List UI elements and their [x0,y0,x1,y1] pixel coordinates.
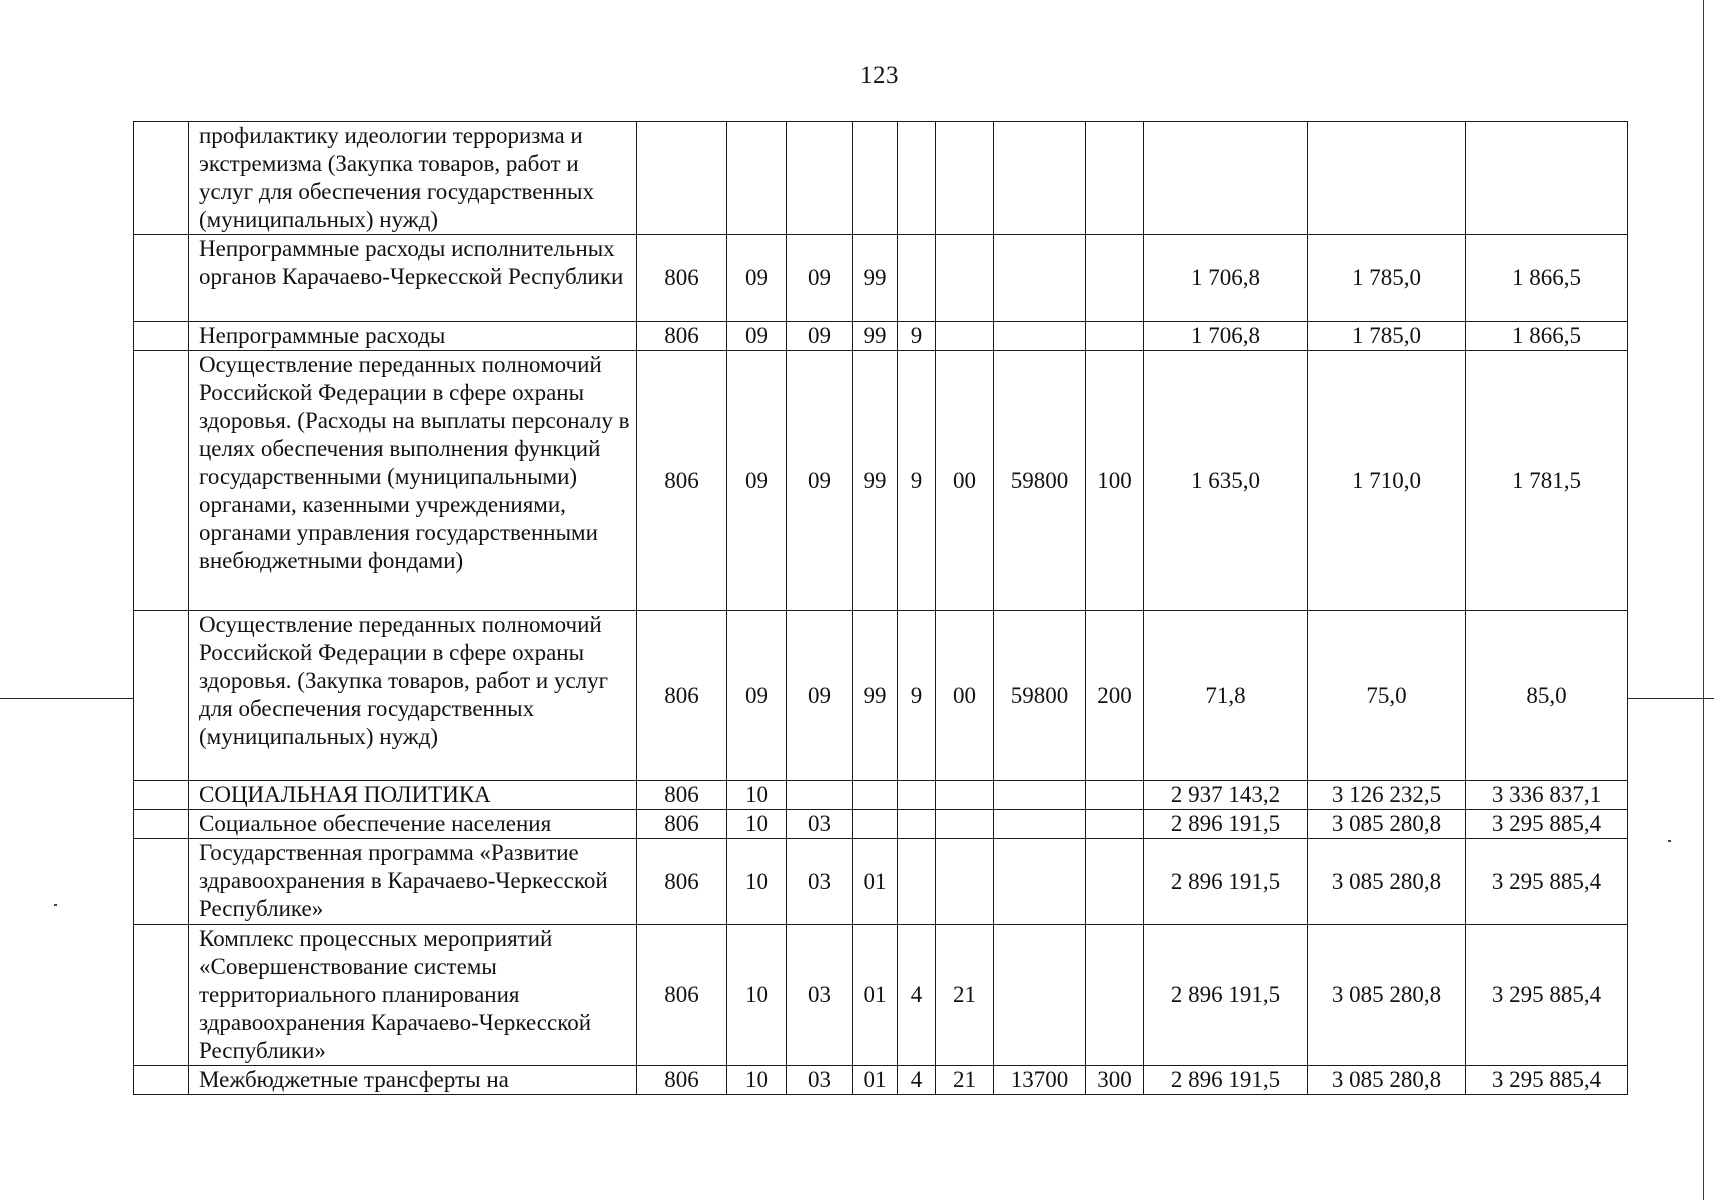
expense-name-cell: Социальное обеспечение населения [189,810,637,839]
amount-year1-cell: 2 896 191,5 [1144,925,1308,1066]
amount-year2-cell: 3 126 232,5 [1308,781,1466,810]
subsection-code-cell: 09 [787,322,853,351]
activity-code-cell [936,322,994,351]
row-number-cell [134,235,189,322]
amount-year3-cell: 3 295 885,4 [1466,925,1628,1066]
activity-code-cell [936,122,994,235]
activity-code-cell: 00 [936,611,994,781]
section-code-cell: 10 [727,925,787,1066]
amount-year1-cell [1144,122,1308,235]
direction-code-cell [994,925,1086,1066]
program-code-cell: 01 [853,925,898,1066]
amount-year3-cell [1466,122,1628,235]
amount-year2-cell: 1 710,0 [1308,351,1466,611]
ministry-code-cell: 806 [637,322,727,351]
table-row [134,122,1628,235]
expense-name-cell: СОЦИАЛЬНАЯ ПОЛИТИКА [189,781,637,810]
scan-artifact-line-right [1627,698,1714,699]
program-code-cell: 99 [853,322,898,351]
row-number-cell [134,351,189,611]
table-row [134,781,1628,810]
program-code-cell: 99 [853,351,898,611]
amount-year1-cell: 2 937 143,2 [1144,781,1308,810]
amount-year1-cell: 1 635,0 [1144,351,1308,611]
expense-type-code-cell [1086,925,1144,1066]
section-code-cell: 10 [727,839,787,925]
amount-year2-cell: 1 785,0 [1308,322,1466,351]
program-code-cell [853,781,898,810]
table-row [134,611,1628,781]
row-number-cell [134,1066,189,1095]
program-code-cell: 99 [853,611,898,781]
subsection-code-cell [787,781,853,810]
amount-year1-cell: 1 706,8 [1144,322,1308,351]
activity-code-cell [936,235,994,322]
expense-name-cell: Непрограммные расходы [189,322,637,351]
subprogram-code-cell: 9 [898,322,936,351]
scan-speck [1668,840,1671,842]
subprogram-code-cell: 9 [898,611,936,781]
row-number-cell [134,810,189,839]
program-code-cell: 01 [853,1066,898,1095]
activity-code-cell: 21 [936,925,994,1066]
amount-year2-cell: 3 085 280,8 [1308,839,1466,925]
amount-year2-cell: 3 085 280,8 [1308,1066,1466,1095]
row-number-cell [134,611,189,781]
subsection-code-cell: 09 [787,351,853,611]
expense-name-cell: профилактику идеологии терроризма и экстремизма (Закупка товаров, работ и услуг для обеспечения государственных (муниципальных) нужд) [189,122,637,235]
amount-year1-cell: 2 896 191,5 [1144,839,1308,925]
direction-code-cell [994,322,1086,351]
activity-code-cell: 00 [936,351,994,611]
amount-year2-cell: 1 785,0 [1308,235,1466,322]
table-row [134,839,1628,925]
program-code-cell: 99 [853,235,898,322]
ministry-code-cell: 806 [637,925,727,1066]
program-code-cell [853,122,898,235]
table-row [134,322,1628,351]
activity-code-cell [936,781,994,810]
program-code-cell: 01 [853,839,898,925]
amount-year3-cell: 85,0 [1466,611,1628,781]
row-number-cell [134,122,189,235]
activity-code-cell [936,839,994,925]
ministry-code-cell: 806 [637,235,727,322]
expense-name-cell: Осуществление переданных полномочий Российской Федерации в сфере охраны здоровья. (Закупка товаров, работ и услуг для обеспечения государственных (муниципальных) нужд) [189,611,637,781]
subsection-code-cell: 03 [787,810,853,839]
ministry-code-cell: 806 [637,781,727,810]
amount-year3-cell: 3 336 837,1 [1466,781,1628,810]
subprogram-code-cell: 4 [898,1066,936,1095]
table-row [134,235,1628,322]
section-code-cell: 09 [727,322,787,351]
section-code-cell: 10 [727,781,787,810]
subprogram-code-cell [898,781,936,810]
expense-type-code-cell [1086,810,1144,839]
amount-year3-cell: 3 295 885,4 [1466,839,1628,925]
scan-margin-line [1703,0,1704,1200]
section-code-cell: 09 [727,235,787,322]
amount-year2-cell: 75,0 [1308,611,1466,781]
amount-year2-cell: 3 085 280,8 [1308,810,1466,839]
expense-name-cell: Непрограммные расходы исполнительных органов Карачаево-Черкесской Республики [189,235,637,322]
row-number-cell [134,839,189,925]
expense-type-code-cell [1086,839,1144,925]
row-number-cell [134,925,189,1066]
subsection-code-cell: 09 [787,611,853,781]
subprogram-code-cell [898,235,936,322]
amount-year3-cell: 3 295 885,4 [1466,810,1628,839]
table-row [134,351,1628,611]
expense-name-cell: Межбюджетные трансферты на [189,1066,637,1095]
amount-year3-cell: 3 295 885,4 [1466,1066,1628,1095]
expense-type-code-cell [1086,235,1144,322]
section-code-cell [727,122,787,235]
scan-speck [54,904,57,906]
ministry-code-cell: 806 [637,351,727,611]
expense-type-code-cell [1086,122,1144,235]
table-row [134,1066,1628,1095]
expense-type-code-cell: 300 [1086,1066,1144,1095]
expense-name-cell: Осуществление переданных полномочий Российской Федерации в сфере охраны здоровья. (Расходы на выплаты персоналу в целях обеспечения выполнения функций государственными (муниципальными) органами, казенными учреждениями, органами управления государственными внебюджетными фондами) [189,351,637,611]
table-row [134,810,1628,839]
subsection-code-cell [787,122,853,235]
subsection-code-cell: 03 [787,925,853,1066]
page-number: 123 [860,62,899,89]
direction-code-cell: 59800 [994,351,1086,611]
activity-code-cell: 21 [936,1066,994,1095]
amount-year1-cell: 71,8 [1144,611,1308,781]
subprogram-code-cell: 4 [898,925,936,1066]
amount-year3-cell: 1 866,5 [1466,322,1628,351]
amount-year1-cell: 1 706,8 [1144,235,1308,322]
direction-code-cell [994,235,1086,322]
expense-type-code-cell: 200 [1086,611,1144,781]
ministry-code-cell [637,122,727,235]
direction-code-cell [994,781,1086,810]
expense-type-code-cell [1086,322,1144,351]
subprogram-code-cell [898,122,936,235]
amount-year2-cell: 3 085 280,8 [1308,925,1466,1066]
subprogram-code-cell: 9 [898,351,936,611]
subsection-code-cell: 03 [787,1066,853,1095]
section-code-cell: 09 [727,611,787,781]
direction-code-cell: 13700 [994,1066,1086,1095]
subsection-code-cell: 03 [787,839,853,925]
amount-year1-cell: 2 896 191,5 [1144,810,1308,839]
section-code-cell: 09 [727,351,787,611]
row-number-cell [134,322,189,351]
expense-name-cell: Государственная программа «Развитие здравоохранения в Карачаево-Черкесской Республике» [189,839,637,925]
direction-code-cell [994,122,1086,235]
amount-year3-cell: 1 781,5 [1466,351,1628,611]
expense-type-code-cell: 100 [1086,351,1144,611]
subsection-code-cell: 09 [787,235,853,322]
amount-year3-cell: 1 866,5 [1466,235,1628,322]
scan-artifact-line-left [0,698,133,699]
subprogram-code-cell [898,839,936,925]
amount-year1-cell: 2 896 191,5 [1144,1066,1308,1095]
direction-code-cell [994,839,1086,925]
direction-code-cell [994,810,1086,839]
row-number-cell [134,781,189,810]
expense-name-cell: Комплекс процессных мероприятий «Совершенствование системы территориального планирования здравоохранения Карачаево-Черкесской Республики» [189,925,637,1066]
activity-code-cell [936,810,994,839]
section-code-cell: 10 [727,810,787,839]
expense-type-code-cell [1086,781,1144,810]
ministry-code-cell: 806 [637,839,727,925]
ministry-code-cell: 806 [637,810,727,839]
section-code-cell: 10 [727,1066,787,1095]
subprogram-code-cell [898,810,936,839]
budget-table [133,121,1628,1095]
table-row [134,925,1628,1066]
ministry-code-cell: 806 [637,611,727,781]
program-code-cell [853,810,898,839]
amount-year2-cell [1308,122,1466,235]
ministry-code-cell: 806 [637,1066,727,1095]
direction-code-cell: 59800 [994,611,1086,781]
